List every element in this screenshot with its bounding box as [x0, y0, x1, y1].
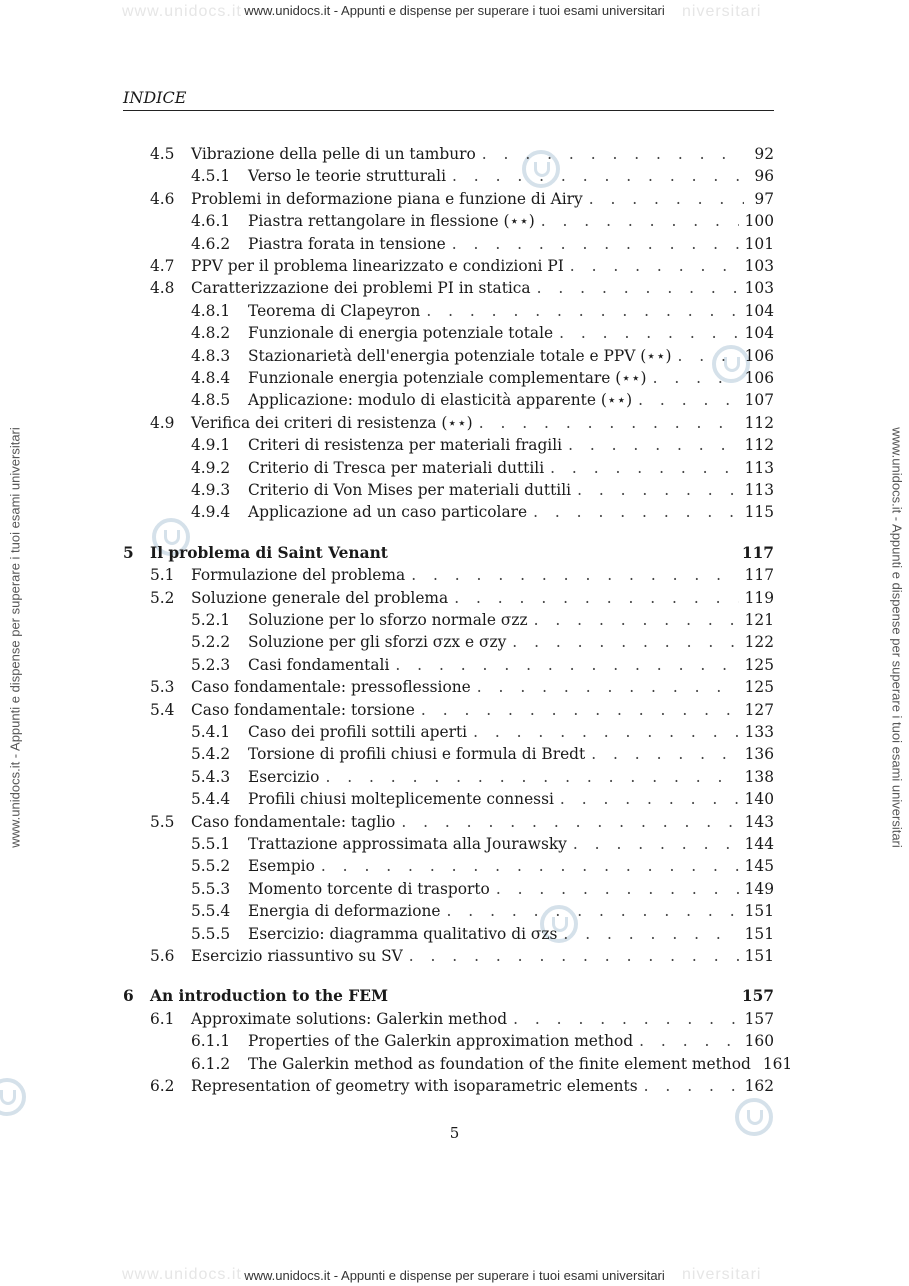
toc-subsection-entry[interactable]: [123, 389, 774, 411]
toc-entry-title: Caso dei profili sottili aperti: [248, 723, 468, 741]
toc-entry-title: Verso le teorie strutturali: [248, 167, 446, 186]
page-number: 5: [449, 1124, 460, 1142]
toc-entry-page: 112: [744, 413, 774, 432]
toc-section-entry[interactable]: [123, 412, 774, 434]
toc-entry-number: 6.1: [150, 1009, 175, 1028]
toc-entry-number: 4.9.4: [191, 503, 231, 522]
toc-entry-page: 117: [741, 543, 774, 562]
toc-entry-title: Energia di deformazione: [248, 902, 441, 921]
toc-entry-title: Applicazione ad un caso particolare: [248, 503, 528, 522]
toc-leader-dots: [496, 878, 739, 900]
toc-subsection-entry[interactable]: [123, 210, 774, 232]
toc-entry-number: 5.2.1: [191, 611, 231, 629]
toc-section-entry[interactable]: [123, 564, 774, 586]
toc-entry-page: 162: [744, 1077, 774, 1095]
toc-leader-dots: [401, 811, 738, 833]
toc-entry-title: Piastra forata in tensione: [248, 234, 446, 253]
toc-entry-title: Representation of geometry with isoparametric elements: [191, 1077, 638, 1095]
faint-watermark-bottom-right: niversitari: [682, 1266, 762, 1283]
toc-entry-title: Esempio: [248, 857, 315, 876]
toc-entry-number: 4.8: [150, 279, 175, 298]
toc-entry-page: 157: [741, 987, 774, 1006]
toc-entry-number: 5.4.4: [191, 790, 231, 809]
toc-subsection-entry[interactable]: [123, 322, 774, 344]
toc-entry-page: 119: [744, 588, 774, 607]
toc-leader-dots: [559, 322, 739, 344]
toc-entry-page: 113: [744, 481, 774, 499]
toc-subsection-entry[interactable]: [123, 855, 774, 877]
toc-subsection-entry[interactable]: [123, 833, 774, 855]
toc-entry-title: Funzionale energia potenziale complementare (⋆⋆): [248, 369, 647, 387]
toc-leader-dots: [677, 345, 738, 367]
toc-entry-title: Criteri di resistenza per materiali fragili: [248, 436, 563, 455]
toc-entry-number: 5.5.1: [191, 835, 231, 853]
toc-entry-number: 4.8.4: [191, 369, 231, 387]
toc-entry-page: 112: [744, 436, 774, 455]
toc-entry-page: 103: [744, 257, 774, 275]
toc-leader-dots: [568, 434, 739, 456]
toc-entry-title: Torsione di profili chiusi e formula di Bredt: [248, 745, 586, 764]
toc-section-entry[interactable]: [123, 143, 774, 165]
header-rule: [123, 110, 774, 111]
toc-entry-page: 106: [744, 369, 774, 387]
toc-chapter-entry[interactable]: [123, 542, 774, 564]
toc-entry-title: PPV per il problema linearizzato e condizioni PI: [191, 257, 564, 275]
toc-entry-number: 6.1.1: [191, 1032, 231, 1051]
toc-leader-dots: [473, 721, 739, 743]
toc-entry-number: 5.4: [150, 700, 175, 719]
toc-entry-page: 149: [744, 879, 774, 898]
toc-entry-title: Piastra rettangolare in flessione (⋆⋆): [248, 212, 535, 231]
toc-section-entry[interactable]: [123, 587, 774, 609]
toc-entry-title: Casi fondamentali: [248, 655, 390, 674]
toc-entry-number: 5.2: [150, 588, 175, 607]
toc-entry-number: 5.3: [150, 678, 175, 697]
toc-entry-page: 140: [744, 790, 774, 809]
toc-subsection-entry[interactable]: [123, 1053, 793, 1075]
toc-leader-dots: [395, 654, 738, 676]
toc-entry-number: 4.9: [150, 413, 175, 432]
toc-entry-number: 6.1.2: [191, 1054, 231, 1073]
toc-entry-title: Profili chiusi molteplicemente connessi: [248, 790, 554, 809]
toc-entry-number: 5.2.2: [191, 633, 231, 652]
toc-entry-number: 4.5.1: [191, 167, 231, 186]
toc-entry-page: 122: [744, 633, 774, 652]
toc-entry-number: 4.8.3: [191, 346, 231, 365]
toc-entry-title: Esercizio riassuntivo su SV: [191, 947, 403, 965]
toc-leader-dots: [454, 587, 738, 609]
toc-leader-dots: [482, 143, 744, 165]
toc-entry-page: 104: [744, 301, 774, 320]
toc-leader-dots: [325, 766, 738, 788]
toc-chapter-entry[interactable]: [123, 985, 774, 1007]
toc-subsection-entry[interactable]: [123, 743, 774, 765]
toc-entry-page: 92: [754, 145, 774, 163]
toc-leader-dots: [560, 788, 739, 810]
toc-entry-number: 6.2: [150, 1077, 175, 1095]
toc-subsection-entry[interactable]: [123, 1030, 774, 1052]
toc-section-entry[interactable]: [123, 1008, 774, 1030]
toc-entry-page: 100: [744, 212, 774, 231]
toc-entry-title: Applicazione: modulo di elasticità apparente (⋆⋆): [248, 391, 633, 410]
faint-watermark-top-right: niversitari: [682, 3, 762, 20]
toc-entry-page: 101: [744, 234, 774, 253]
toc-entry-title: Trattazione approssimata alla Jourawsky: [248, 835, 567, 853]
toc-entry-page: 125: [744, 678, 774, 697]
watermark-bottom-banner[interactable]: www.unidocs.it - Appunti e dispense per superare i tuoi esami universitari: [244, 1268, 665, 1283]
toc-entry-number: 5.4.1: [191, 723, 231, 741]
toc-section-entry[interactable]: [123, 1075, 774, 1097]
toc-subsection-entry[interactable]: [123, 345, 774, 367]
toc-entry-number: 4.9.2: [191, 458, 231, 477]
toc-subsection-entry[interactable]: [123, 654, 774, 676]
toc-leader-dots: [411, 564, 738, 586]
toc-leader-dots: [533, 501, 739, 523]
toc-entry-page: 107: [744, 391, 774, 410]
toc-leader-dots: [589, 188, 744, 210]
toc-entry-title: Caso fondamentale: pressoflessione: [191, 678, 471, 697]
toc-entry-title: Criterio di Von Mises per materiali duttili: [248, 481, 572, 499]
toc-entry-number: 4.9.3: [191, 481, 231, 499]
toc-entry-title: Esercizio: diagramma qualitativo di σzs: [248, 924, 558, 943]
toc-entry-number: 5.4.2: [191, 745, 231, 764]
toc-subsection-entry[interactable]: [123, 479, 774, 501]
toc-entry-number: 5.5.4: [191, 902, 231, 921]
toc-entry-number: 5.5.5: [191, 924, 231, 943]
toc-entry-page: 138: [744, 767, 774, 786]
toc-leader-dots: [550, 457, 738, 479]
toc-entry-title: Problemi in deformazione piana e funzione di Airy: [191, 189, 583, 208]
toc-leader-dots: [653, 367, 739, 389]
toc-section-entry[interactable]: [123, 255, 774, 277]
toc-entry-title: Properties of the Galerkin approximation method: [248, 1032, 634, 1051]
toc-entry-number: 4.8.5: [191, 391, 231, 410]
toc-entry-title: Esercizio: [248, 767, 320, 786]
toc-entry-title: Soluzione per gli sforzi σzx e σzy: [248, 633, 507, 652]
toc-subsection-entry[interactable]: [123, 923, 774, 945]
toc-subsection-entry[interactable]: [123, 300, 774, 322]
toc-entry-page: 157: [744, 1009, 774, 1028]
toc-entry-title: Stazionarietà dell'energia potenziale totale e PPV (⋆⋆): [248, 346, 672, 365]
toc-entry-page: 127: [744, 700, 774, 719]
toc-entry-number: 5.5.3: [191, 879, 231, 898]
toc-entry-number: 5.2.3: [191, 655, 231, 674]
toc-subsection-entry[interactable]: [123, 609, 774, 631]
toc-subsection-entry[interactable]: [123, 788, 774, 810]
watermark-right-vertical[interactable]: www.unidocs.it - Appunti e dispense per superare i tuoi esami universitari: [889, 427, 905, 848]
toc-entry-page: 106: [744, 346, 774, 365]
toc-entry-number: 5.5.2: [191, 857, 231, 876]
toc-entry-number: 4.6.2: [191, 234, 231, 253]
toc-leader-dots: [570, 255, 739, 277]
toc-entry-page: 145: [744, 857, 774, 876]
toc-entry-page: 151: [744, 947, 774, 965]
toc-section-entry[interactable]: [123, 277, 774, 299]
toc-subsection-entry[interactable]: [123, 165, 774, 187]
toc-entry-number: 5: [123, 543, 134, 562]
toc-leader-dots: [409, 945, 739, 967]
toc-section-entry[interactable]: [123, 811, 774, 833]
toc-leader-dots: [447, 900, 739, 922]
toc-leader-dots: [479, 412, 739, 434]
faint-watermark-bottom-left: www.unidocs.it: [122, 1266, 242, 1283]
toc-subsection-entry[interactable]: [123, 766, 774, 788]
toc-entry-page: 160: [744, 1032, 774, 1051]
toc-leader-dots: [452, 165, 744, 187]
toc-entry-title: Formulazione del problema: [191, 566, 406, 585]
toc-subsection-entry[interactable]: [123, 367, 774, 389]
toc-entry-page: 144: [744, 835, 774, 853]
toc-entry-page: 97: [754, 189, 774, 208]
toc-subsection-entry[interactable]: [123, 233, 774, 255]
toc-entry-page: 104: [744, 324, 774, 343]
toc-subsection-entry[interactable]: [123, 900, 774, 922]
toc-leader-dots: [638, 389, 738, 411]
toc-entry-title: Vibrazione della pelle di un tamburo: [191, 145, 476, 163]
toc-leader-dots: [534, 609, 739, 631]
toc-entry-number: 5.4.3: [191, 767, 231, 786]
toc-entry-title: Verifica dei criteri di resistenza (⋆⋆): [191, 413, 473, 432]
toc-entry-title: Caso fondamentale: torsione: [191, 700, 415, 719]
toc-leader-dots: [541, 210, 739, 232]
toc-leader-dots: [452, 233, 739, 255]
toc-leader-dots: [563, 923, 738, 945]
toc-entry-page: 115: [744, 503, 774, 522]
toc-entry-number: 4.6.1: [191, 212, 231, 231]
toc-entry-title: Caso fondamentale: taglio: [191, 812, 396, 831]
toc-leader-dots: [644, 1075, 739, 1097]
toc-subsection-entry[interactable]: [123, 501, 774, 523]
toc-entry-number: 4.8.2: [191, 324, 231, 343]
toc-leader-dots: [512, 631, 738, 653]
toc-section-entry[interactable]: [123, 188, 774, 210]
toc-entry-number: 4.9.1: [191, 436, 231, 455]
toc-leader-dots: [577, 479, 739, 501]
toc-leader-dots: [421, 699, 739, 721]
running-header-title: INDICE: [123, 88, 187, 107]
toc-entry-title: Teorema di Clapeyron: [248, 301, 421, 320]
toc-entry-title: The Galerkin method as foundation of the finite element method: [248, 1054, 751, 1073]
toc-entry-title: Soluzione per lo sforzo normale σzz: [248, 611, 528, 629]
toc-entry-title: Momento torcente di trasporto: [248, 879, 490, 898]
toc-entry-number: 5.6: [150, 947, 175, 965]
toc-leader-dots: [426, 300, 738, 322]
toc-entry-title: Funzionale di energia potenziale totale: [248, 324, 554, 343]
toc-leader-dots: [573, 833, 739, 855]
watermark-left-vertical[interactable]: www.unidocs.it - Appunti e dispense per superare i tuoi esami universitari: [7, 427, 23, 848]
toc-entry-page: 143: [744, 812, 774, 831]
toc-entry-title: An introduction to the FEM: [150, 987, 388, 1006]
toc-entry-page: 121: [744, 611, 774, 629]
toc-subsection-entry[interactable]: [123, 457, 774, 479]
toc-entry-page: 117: [744, 566, 774, 585]
toc-subsection-entry[interactable]: [123, 721, 774, 743]
toc-entry-title: Il problema di Saint Venant: [150, 543, 388, 562]
toc-subsection-entry[interactable]: [123, 434, 774, 456]
toc-leader-dots: [321, 855, 739, 877]
toc-section-entry[interactable]: [123, 676, 774, 698]
toc-subsection-entry[interactable]: [123, 878, 774, 900]
toc-entry-page: 96: [754, 167, 774, 186]
toc-entry-page: 151: [744, 902, 774, 921]
toc-entry-page: 133: [744, 723, 774, 741]
toc-leader-dots: [477, 676, 739, 698]
toc-subsection-entry[interactable]: [123, 631, 774, 653]
toc-leader-dots: [591, 743, 738, 765]
unidocs-logo-icon: [0, 1078, 26, 1116]
toc-section-entry[interactable]: [123, 945, 774, 967]
watermark-top-banner[interactable]: www.unidocs.it - Appunti e dispense per superare i tuoi esami universitari: [244, 3, 665, 18]
toc-entry-title: Approximate solutions: Galerkin method: [191, 1009, 508, 1028]
toc-entry-number: 5.1: [150, 566, 175, 585]
faint-watermark-top-left: www.unidocs.it: [122, 3, 242, 20]
toc-entry-title: Soluzione generale del problema: [191, 588, 449, 607]
toc-entry-number: 4.7: [150, 257, 175, 275]
toc-entry-page: 161: [762, 1054, 793, 1073]
toc-entry-page: 136: [744, 745, 774, 764]
toc-entry-number: 6: [123, 987, 134, 1006]
toc-entry-title: Criterio di Tresca per materiali duttili: [248, 458, 545, 477]
toc-entry-page: 151: [744, 924, 774, 943]
toc-leader-dots: [537, 277, 739, 299]
toc-leader-dots: [639, 1030, 738, 1052]
toc-entry-number: 4.6: [150, 189, 175, 208]
toc-entry-number: 4.8.1: [191, 301, 231, 320]
toc-entry-number: 5.5: [150, 812, 175, 831]
toc-leader-dots: [513, 1008, 739, 1030]
toc-entry-title: Caratterizzazione dei problemi PI in statica: [191, 279, 531, 298]
toc-entry-page: 125: [744, 655, 774, 674]
toc-section-entry[interactable]: [123, 699, 774, 721]
toc-entry-number: 4.5: [150, 145, 175, 163]
toc-entry-page: 113: [744, 458, 774, 477]
toc-entry-page: 103: [744, 279, 774, 298]
